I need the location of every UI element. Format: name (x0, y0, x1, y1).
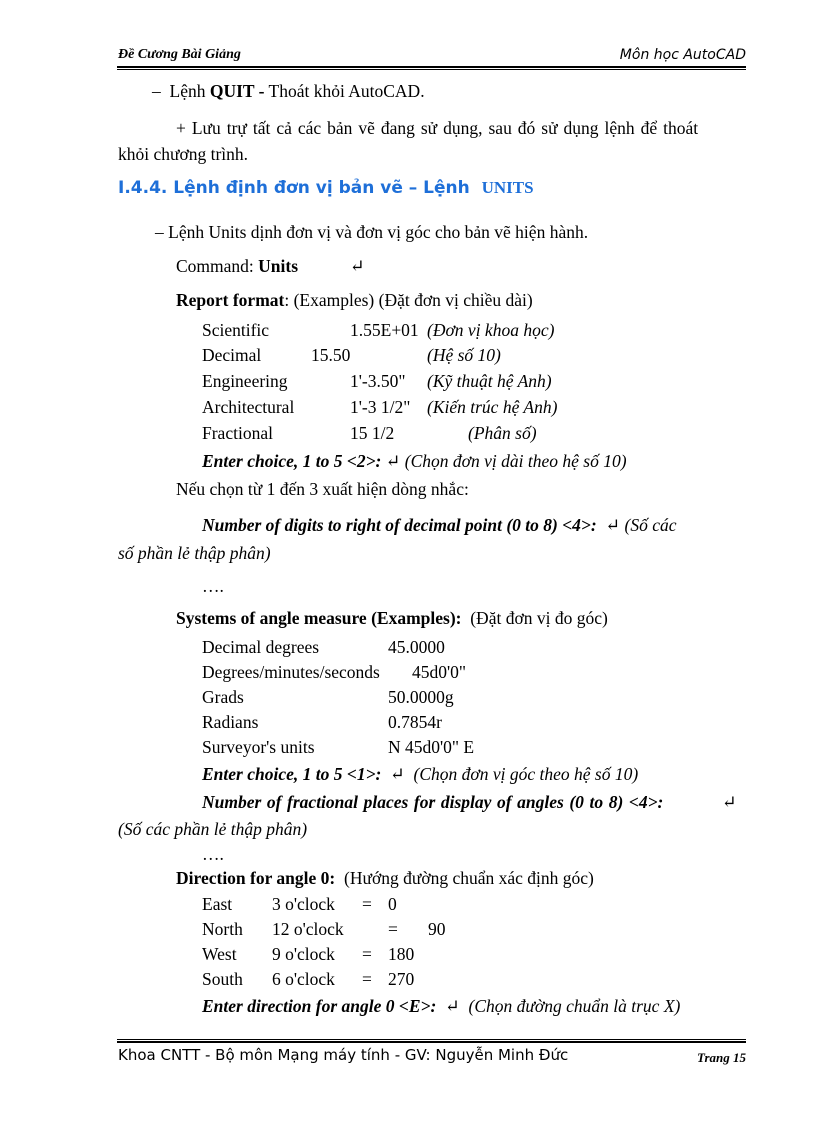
angle-unit-value: 45.0000 (388, 637, 445, 657)
quit-dash: – (152, 81, 161, 101)
enter-key-icon: ↵ (605, 515, 621, 535)
enter-key-icon: ↵ (445, 996, 460, 1016)
units-description: – Lệnh Units dịnh đơn vị và đơn vị góc cho bản vẽ hiện hành. (155, 222, 589, 242)
direction-eq: = (388, 919, 398, 939)
angle-measure-line (176, 610, 608, 628)
section-heading (118, 179, 534, 197)
report-format-line (176, 292, 533, 310)
angle-measure-label: Systems of angle measure (Examples): (176, 608, 462, 628)
format-name: Engineering (202, 371, 288, 391)
command-value: Units (258, 256, 299, 276)
direction-degrees: 90 (428, 919, 446, 939)
digits-note-b: số phần lẻ thập phân) (118, 543, 271, 563)
format-note: (Đơn vị khoa học) (427, 320, 555, 340)
format-name: Architectural (202, 397, 295, 417)
digits-prompt: Number of digits to right of decimal point (0 to 8) <4>: (202, 515, 597, 535)
enter-key-icon: ↵ (385, 451, 401, 471)
direction-clock: 6 o'clock (272, 969, 335, 989)
angle-unit-name: Radians (202, 712, 259, 732)
angle-unit-value: 45d0'0" (412, 662, 467, 682)
format-value: 15.50 (311, 345, 351, 365)
report-format-rest: : (Examples) (Đặt đơn vị chiều dài) (284, 290, 533, 310)
angle-unit-value: N 45d0'0" E (388, 737, 475, 757)
direction-degrees: 180 (388, 944, 415, 964)
direction-name: South (202, 969, 243, 989)
fractional-prompt: Number of fractional places for display of angles (0 to 8) <4>: (202, 792, 664, 812)
enter-choice-length (202, 453, 627, 471)
digits-line (202, 517, 677, 535)
direction-rest: (Hướng đường chuẩn xác định góc) (344, 868, 594, 888)
format-note: (Kỹ thuật hệ Anh) (427, 371, 552, 391)
format-name: Decimal (202, 345, 262, 365)
quit-plus-line1: + Lưu trự tất cả các bản vẽ đang sử dụng, sau đó sử dụng lệnh để thoát (176, 118, 699, 138)
page-number: Trang 15 (697, 1050, 746, 1065)
format-name: Scientific (202, 320, 270, 340)
fractional-note: (Số các phần lẻ thập phân) (118, 819, 308, 839)
footer-rule (117, 1039, 746, 1043)
ellipsis: …. (202, 844, 224, 864)
header-subject: Môn học AutoCAD (619, 47, 746, 63)
enter-direction (202, 998, 680, 1016)
footer-credit: Khoa CNTT - Bộ môn Mạng máy tính - GV: Nguyễn Minh Đức (118, 1046, 569, 1064)
angle-unit-name: Grads (202, 687, 244, 707)
enter-direction-prompt: Enter direction for angle 0 <E>: (202, 996, 437, 1016)
direction-clock: 9 o'clock (272, 944, 335, 964)
angle-unit-value: 50.0000g (388, 687, 454, 707)
direction-eq: = (362, 969, 372, 989)
direction-name: North (202, 919, 243, 939)
direction-degrees: 0 (388, 894, 397, 914)
enter-choice-length-prompt: Enter choice, 1 to 5 <2>: (202, 451, 382, 471)
format-name: Fractional (202, 423, 273, 443)
direction-eq: = (362, 944, 372, 964)
direction-eq: = (362, 894, 372, 914)
angle-unit-name: Surveyor's units (202, 737, 315, 757)
fractional-line (202, 794, 663, 812)
direction-name: West (202, 944, 237, 964)
direction-name: East (202, 894, 233, 914)
quit-line (152, 83, 425, 101)
report-format-label: Report format (176, 290, 285, 310)
format-value: 15 1/2 (350, 423, 395, 443)
quit-prefix: Lệnh (169, 81, 206, 101)
quit-command: QUIT - (209, 81, 265, 101)
format-note: (Phân số) (468, 423, 537, 443)
format-value: 1'-3.50" (350, 371, 406, 391)
angle-unit-name: Decimal degrees (202, 637, 320, 657)
format-value: 1.55E+01 (350, 320, 419, 340)
quit-desc: Thoát khỏi AutoCAD. (268, 81, 425, 101)
ellipsis: …. (202, 576, 224, 596)
section-command: UNITS (481, 178, 534, 197)
format-note: (Hệ số 10) (427, 345, 501, 365)
command-label: Command: (176, 256, 254, 276)
enter-choice-angle (202, 766, 638, 784)
format-value: 1'-3 1/2" (350, 397, 411, 417)
command-line (176, 258, 298, 276)
if-choose-note: Nếu chọn từ 1 đến 3 xuất hiện dòng nhắc: (176, 479, 469, 499)
angle-measure-rest: (Đặt đơn vị đo góc) (470, 608, 608, 628)
header-rule (117, 66, 746, 70)
enter-key-icon: ↵ (390, 764, 405, 784)
enter-key-icon: ↵ (722, 792, 737, 812)
enter-direction-note: (Chọn đường chuẩn là trục X) (468, 996, 681, 1016)
enter-choice-length-note: (Chọn đơn vị dài theo hệ số 10) (404, 451, 627, 471)
enter-choice-angle-note: (Chọn đơn vị góc theo hệ số 10) (413, 764, 639, 784)
direction-line (176, 870, 594, 888)
header-title: Đề Cương Bài Giảng (118, 47, 241, 62)
direction-clock: 3 o'clock (272, 894, 335, 914)
format-note: (Kiến trúc hệ Anh) (427, 397, 558, 417)
enter-key-icon: ↵ (350, 256, 365, 276)
direction-label: Direction for angle 0: (176, 868, 336, 888)
direction-clock: 12 o'clock (272, 919, 344, 939)
direction-degrees: 270 (388, 969, 415, 989)
quit-plus-line2: khỏi chương trình. (118, 144, 249, 164)
angle-unit-name: Degrees/minutes/seconds (202, 662, 380, 682)
section-title: I.4.4. Lệnh định đơn vị bản vẽ – Lệnh (118, 178, 470, 198)
enter-choice-angle-prompt: Enter choice, 1 to 5 <1>: (202, 764, 382, 784)
digits-note-a: (Số các (624, 515, 677, 535)
angle-unit-value: 0.7854r (388, 712, 442, 732)
